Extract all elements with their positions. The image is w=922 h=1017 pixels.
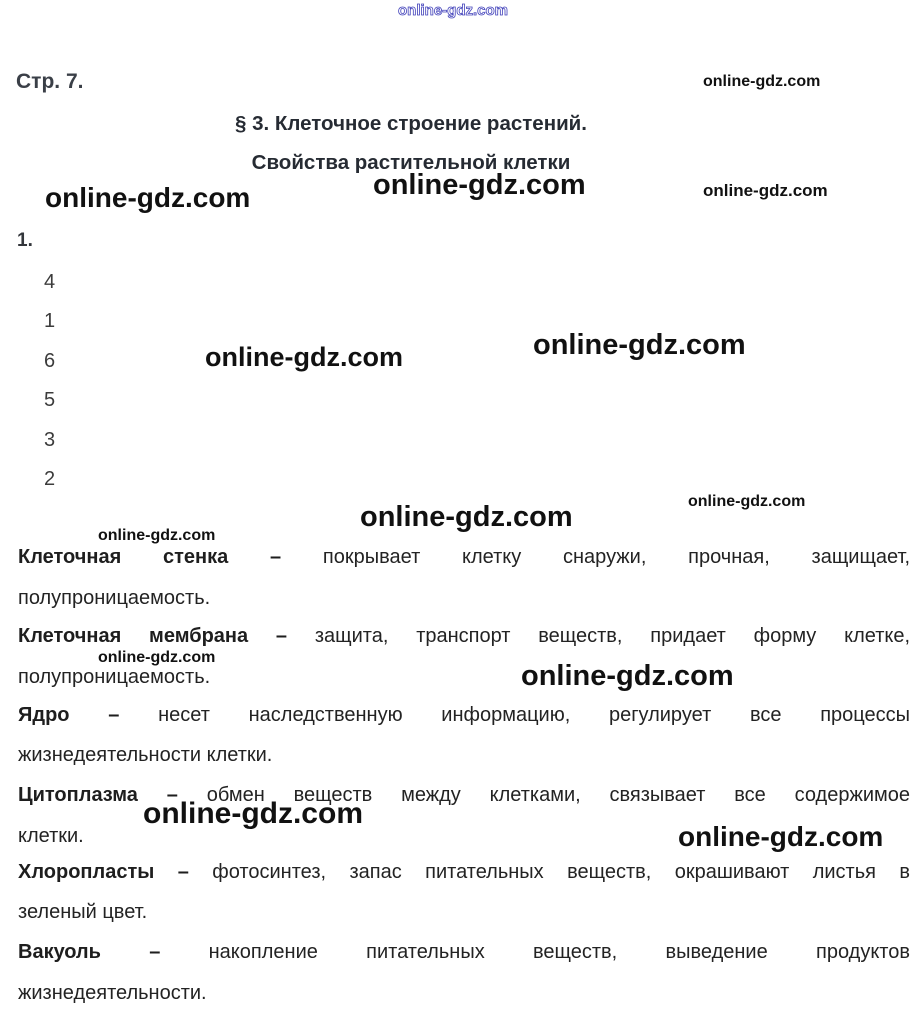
definition-membrane-line1: [18, 625, 910, 648]
question-number: 1.: [17, 230, 33, 251]
watermark-cytoplasm-left: online-gdz.com: [143, 797, 363, 830]
definition-chloroplast-line1: [18, 861, 910, 884]
answer-sequence-item: 3: [44, 429, 56, 451]
definition-text: покрывает клетку снаружи, прочная, защищает,: [322, 546, 910, 568]
definition-term: Хлоропласты –: [18, 861, 189, 883]
page-label: Стр. 7.: [16, 70, 84, 93]
watermark-upper-center: online-gdz.com: [373, 169, 586, 201]
watermark-mid-left: online-gdz.com: [205, 342, 403, 372]
definition-term: Клеточная стенка –: [18, 546, 282, 568]
definition-cell-wall-line2: полупроницаемость.: [18, 587, 211, 609]
definition-term: Вакуоль –: [18, 941, 161, 963]
answer-sequence-item: 6: [44, 350, 56, 372]
watermark-defs-right-small: online-gdz.com: [688, 493, 806, 510]
definition-term: Ядро –: [18, 704, 120, 726]
definition-cytoplasm-line1: [18, 784, 910, 807]
section-title: § 3. Клеточное строение растений.: [235, 112, 587, 135]
watermark-mid-right: online-gdz.com: [533, 329, 746, 361]
definition-nucleus-line2: жизнедеятельности клетки.: [18, 744, 273, 766]
definition-text: накопление питательных веществ, выведение продуктов: [208, 941, 910, 963]
watermark-nucleus-center: online-gdz.com: [521, 660, 734, 692]
definition-term: Клеточная мембрана –: [18, 625, 288, 647]
definition-cell-wall-line1: [18, 546, 910, 569]
watermark-defs-center: online-gdz.com: [360, 501, 573, 533]
definition-text: обмен веществ между клетками, связывает все содержимое: [206, 784, 910, 806]
watermark-membrane-small: online-gdz.com: [98, 649, 216, 666]
watermark-wall-small: online-gdz.com: [98, 527, 216, 544]
watermark-upper-right: online-gdz.com: [703, 181, 828, 200]
answer-sequence-item: 1: [44, 310, 56, 332]
definition-text: фотосинтез, запас питательных веществ, окрашивают листья в: [212, 861, 910, 883]
answer-sequence-item: 2: [44, 468, 56, 490]
definition-text: защита, транспорт веществ, придает форму клетке,: [314, 625, 911, 647]
definition-nucleus-line1: [18, 704, 910, 727]
definition-text: несет наследственную информацию, регулирует все процессы: [158, 704, 911, 726]
watermark-top-blue: online-gdz.com: [398, 2, 508, 19]
watermark-upper-left: online-gdz.com: [45, 182, 251, 213]
definition-vacuole-line2: жизнедеятельности.: [18, 982, 207, 1004]
definition-vacuole-line1: [18, 941, 910, 964]
definition-cytoplasm-line2: клетки.: [18, 825, 84, 847]
section-subtitle: Свойства растительной клетки: [251, 151, 571, 174]
watermark-header-right: online-gdz.com: [703, 73, 821, 90]
answer-sequence-item: 4: [44, 271, 56, 293]
definition-membrane-line2: полупроницаемость.: [18, 666, 211, 688]
watermark-cytoplasm-right: online-gdz.com: [678, 821, 884, 852]
definition-chloroplast-line2: зеленый цвет.: [18, 901, 148, 923]
answer-sequence-item: 5: [44, 389, 56, 411]
definition-term: Цитоплазма –: [18, 784, 178, 806]
